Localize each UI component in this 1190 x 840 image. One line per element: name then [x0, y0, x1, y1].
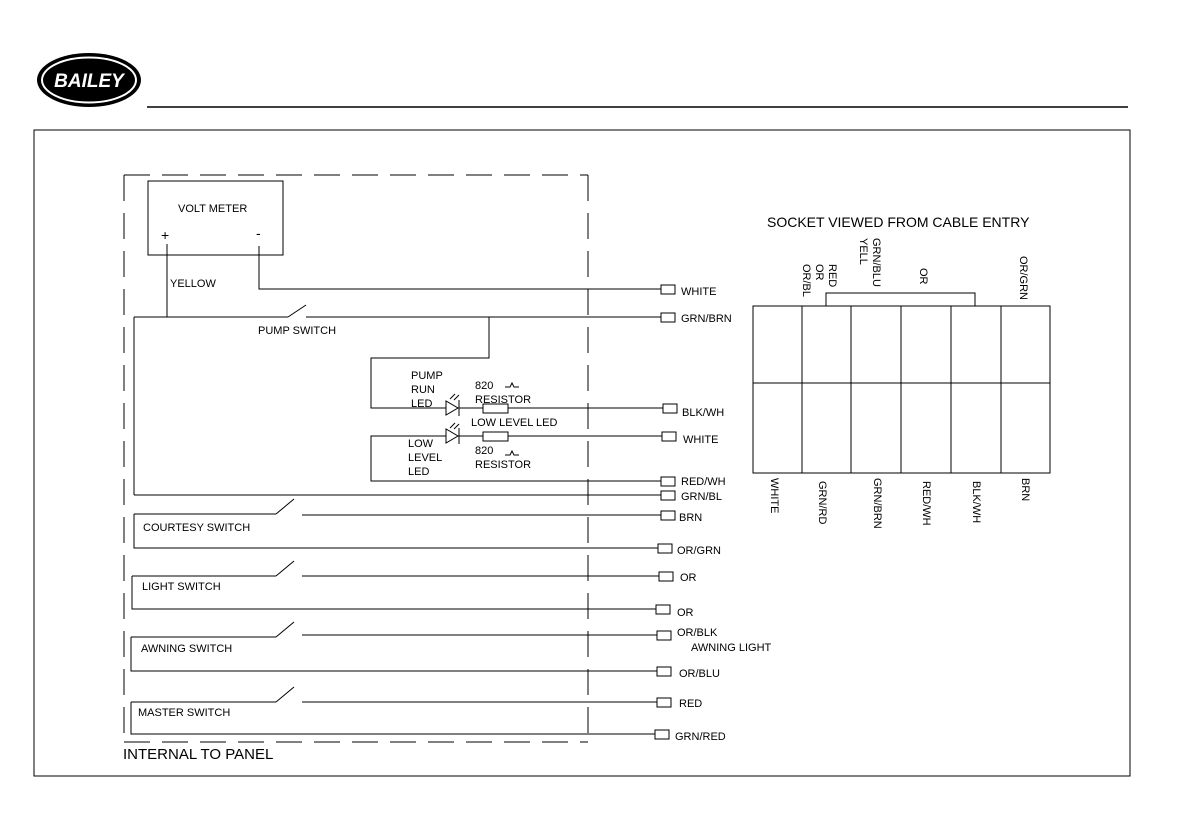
pump-run-led-label-1: PUMP: [411, 370, 443, 382]
socket-top-label-yell: YELL: [857, 238, 869, 265]
low-level-led-label-1: LOW: [408, 438, 434, 450]
terminal-box: [655, 730, 669, 739]
pump-run-led-symbol: [446, 394, 459, 416]
light-switch-label: LIGHT SWITCH: [142, 581, 221, 593]
terminal-box: [657, 698, 671, 707]
ohm-symbol-bottom: [505, 451, 519, 455]
terminal-label-grn-red: GRN/RED: [675, 731, 726, 743]
terminal-label-or-blu: OR/BLU: [679, 668, 720, 680]
internal-to-panel-label: INTERNAL TO PANEL: [123, 746, 274, 763]
socket-bottom-labels: [768, 478, 1031, 529]
low-level-led-label-2: LEVEL: [408, 452, 443, 464]
socket-bottom-label-brn: BRN: [1019, 478, 1031, 502]
terminal-box: [657, 667, 671, 676]
terminal-label-red: RED: [679, 698, 703, 710]
socket-title: SOCKET VIEWED FROM CABLE ENTRY: [767, 214, 1030, 230]
socket-grid: [753, 306, 1050, 473]
resistor-bottom-symbol: [483, 432, 508, 441]
terminal-label-red-wh: RED/WH: [681, 476, 726, 488]
socket-top-label-or-grn: OR/GRN: [1017, 256, 1029, 300]
terminal-box: [659, 572, 673, 581]
terminal-box: [658, 544, 672, 553]
resistor-top-value: 820: [475, 380, 494, 392]
pump-switch-label: PUMP SWITCH: [258, 325, 337, 337]
terminal-label-brn: BRN: [679, 512, 703, 524]
socket-top-label-grn-blu: GRN/BLU: [870, 238, 882, 287]
terminal-box: [656, 605, 670, 614]
terminal-label-white-1: WHITE: [681, 286, 717, 298]
socket-top-label-red: RED: [826, 264, 838, 288]
volt-meter-label: VOLT METER: [178, 203, 248, 215]
low-level-led-symbol: [446, 423, 459, 444]
terminal-label-grn-bl: GRN/BL: [681, 491, 722, 503]
low-level-led-top-label: LOW LEVEL LED: [471, 417, 558, 429]
terminal-box: [661, 313, 675, 322]
socket-top-label-or-mid: OR: [917, 268, 929, 285]
terminal-label-awning-light: AWNING LIGHT: [691, 642, 772, 654]
logo-text: BAILEY: [54, 71, 124, 92]
terminal-box: [662, 432, 676, 441]
terminal-label-or-grn: OR/GRN: [677, 545, 721, 557]
terminal-box: [661, 491, 675, 500]
terminal-blocks: [655, 285, 677, 739]
pump-run-led-label-2: RUN: [411, 384, 435, 396]
socket-bottom-label-white: WHITE: [768, 478, 780, 514]
volt-meter-plus: +: [161, 227, 170, 243]
resistor-bottom-label: RESISTOR: [475, 459, 532, 471]
socket-top-label-or: OR: [813, 264, 825, 281]
wire-network: [131, 244, 663, 734]
low-level-led-label-3: LED: [408, 466, 430, 478]
terminal-box: [661, 285, 675, 294]
pump-run-led-label-3: LED: [411, 398, 433, 410]
terminal-label-blk-wh: BLK/WH: [682, 407, 725, 419]
terminal-label-white-2: WHITE: [683, 434, 719, 446]
terminal-label-or-2: OR: [677, 607, 694, 619]
terminal-label-or-blk: OR/BLK: [677, 627, 718, 639]
courtesy-switch-label: COURTESY SWITCH: [143, 522, 251, 534]
yellow-wire-label: YELLOW: [170, 278, 216, 290]
ohm-symbol-top: [505, 383, 519, 387]
socket-bottom-label-red-wh: RED/WH: [920, 481, 932, 526]
terminal-box: [661, 477, 675, 486]
master-switch-label: MASTER SWITCH: [138, 707, 231, 719]
terminal-box: [663, 404, 677, 413]
socket-bottom-label-blk-wh: BLK/WH: [970, 481, 982, 524]
volt-meter-minus: -: [256, 225, 261, 241]
socket-bottom-label-grn-brn: GRN/BRN: [871, 478, 883, 529]
terminal-label-or-1: OR: [680, 572, 697, 584]
awning-switch-label: AWNING SWITCH: [141, 643, 233, 655]
terminal-label-grn-brn: GRN/BRN: [681, 313, 732, 325]
bailey-logo: [37, 53, 141, 107]
terminal-box: [661, 511, 675, 520]
socket-top-label-or-bl: OR/BL: [800, 264, 812, 298]
terminal-box: [657, 631, 671, 640]
socket-top-bracket: [826, 293, 975, 306]
resistor-top-label: RESISTOR: [475, 394, 532, 406]
resistor-bottom-value: 820: [475, 445, 494, 457]
socket-top-labels: [800, 238, 1029, 300]
volt-meter-box: [148, 181, 283, 255]
socket-bottom-label-grn-rd: GRN/RD: [816, 481, 828, 525]
